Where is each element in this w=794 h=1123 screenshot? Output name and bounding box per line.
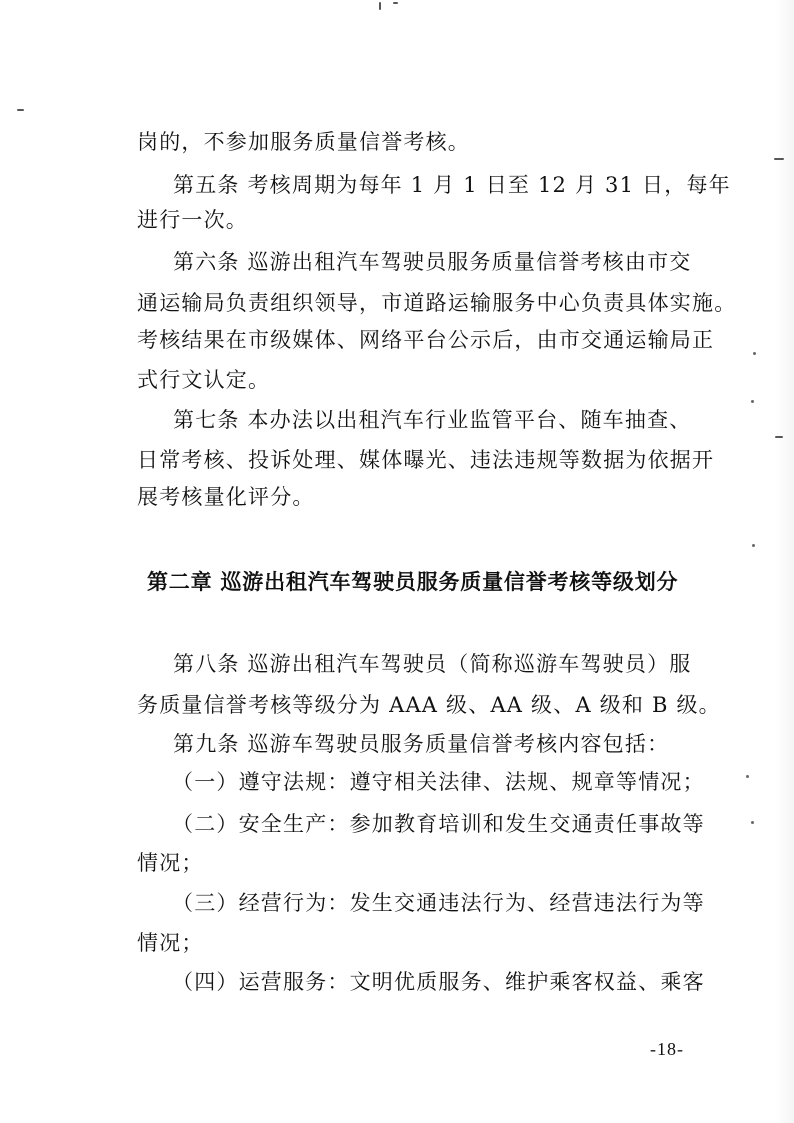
paragraph-line-4: 第六条 巡游出租汽车驾驶员服务质量信誉考核由市交 (173, 250, 692, 274)
paragraph-line-19: （四）运营服务：文明优质服务、维护乘客权益、乘客 (172, 970, 705, 994)
page-number: -18- (650, 1039, 684, 1059)
scan-mark-right-5 (752, 544, 755, 547)
paragraph-line-11: 第八条 巡游出租汽车驾驶员（简称巡游车驾驶员）服 (173, 652, 692, 676)
paragraph-line-13: 第九条 巡游车驾驶员服务质量信誉考核内容包括： (173, 732, 670, 756)
scan-mark-right-4 (775, 436, 783, 438)
scan-mark-left (17, 109, 24, 111)
scan-mark-right-3 (751, 400, 754, 403)
paragraph-line-15: （二）安全生产：参加教育培训和发生交通责任事故等 (172, 812, 705, 836)
chapter-title: 第二章 巡游出租汽车驾驶员服务质量信誉考核等级划分 (147, 570, 679, 594)
scan-mark-right-2 (753, 352, 756, 355)
scan-mark-top-dot (393, 2, 398, 4)
paragraph-line-12: 务质量信誉考核等级分为 AAA 级、AA 级、A 级和 B 级。 (137, 693, 721, 717)
scan-mark-right-1 (774, 158, 784, 160)
paragraph-line-9: 日常考核、投诉处理、媒体曝光、违法违规等数据为依据开 (137, 448, 715, 472)
paragraph-line-7: 式行文认定。 (137, 368, 271, 392)
scan-mark-right-7 (751, 821, 754, 824)
paragraph-line-10: 展考核量化评分。 (137, 485, 315, 509)
paragraph-line-5: 通运输局负责组织领导，市道路运输服务中心负责具体实施。 (137, 291, 737, 315)
paragraph-line-6: 考核结果在市级媒体、网络平台公示后，由市交通运输局正 (137, 328, 715, 352)
paragraph-line-1: 岗的，不参加服务质量信誉考核。 (137, 130, 470, 154)
scan-edge-shadow (776, 0, 794, 1123)
paragraph-line-16: 情况； (137, 851, 204, 875)
paragraph-line-2: 第五条 考核周期为每年 1 月 1 日至 12 月 31 日，每年 (173, 173, 731, 197)
paragraph-line-18: 情况； (137, 931, 204, 955)
paragraph-line-8: 第七条 本办法以出租汽车行业监管平台、随车抽查、 (173, 408, 692, 432)
paragraph-line-3: 进行一次。 (137, 208, 248, 232)
scan-mark-top (379, 2, 381, 10)
scan-mark-right-6 (746, 775, 749, 778)
paragraph-line-14: （一）遵守法规：遵守相关法律、法规、规章等情况； (172, 770, 705, 794)
paragraph-line-17: （三）经营行为：发生交通违法行为、经营违法行为等 (172, 891, 705, 915)
